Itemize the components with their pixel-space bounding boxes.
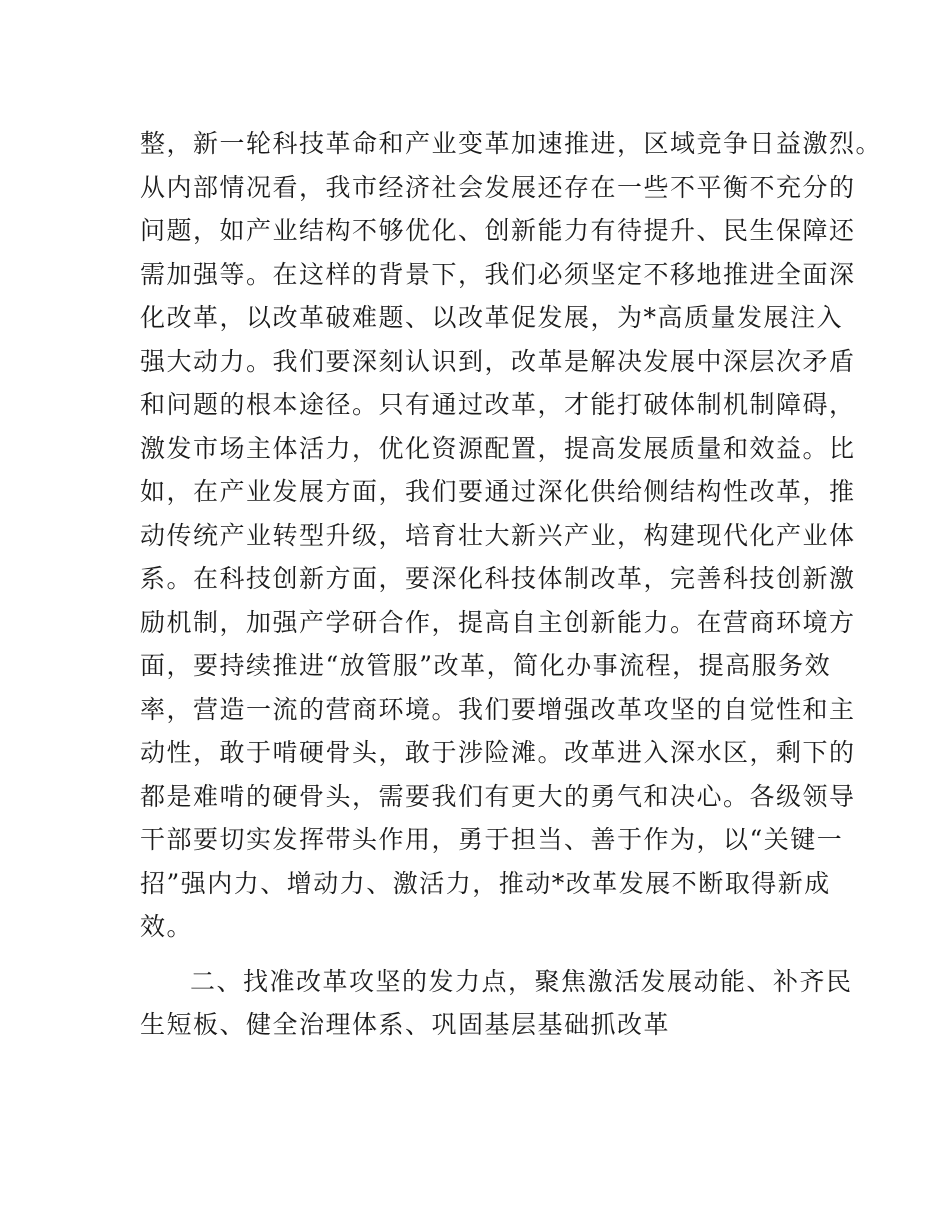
section-heading [140,960,853,1047]
paragraph-line: 动性，敢于啃硬骨头，敢于涉险滩。改革进入深水区，剩下的 [140,738,856,767]
paragraph-line: 问题，如产业结构不够优化、创新能力有待提升、民生保障还 [140,216,856,245]
paragraph-line: 如，在产业发展方面，我们要通过深化供给侧结构性改革，推 [140,477,856,506]
paragraph-line: 招”强内力、增动力、激活力，推动*改革发展不断取得新成 [140,868,831,898]
paragraph-line: 从内部情况看，我市经济社会发展还存在一些不平衡不充分的 [140,172,856,202]
heading-line: 生短板、健全治理体系、巩固基层基础抓改革 [140,1010,671,1039]
paragraph-line: 激发市场主体活力，优化资源配置，提高发展质量和效益。比 [140,433,856,463]
document-body [140,122,883,1047]
paragraph-line: 效。 [140,912,194,941]
paragraph-line: 干部要切实发挥带头作用，勇于担当、善于作为，以“关键一 [140,825,844,854]
paragraph-spacer [140,949,815,960]
paragraph-line: 和问题的根本途径。只有通过改革，才能打破体制机制障碍， [140,390,856,419]
paragraph-line: 强大动力。我们要深刻认识到，改革是解决发展中深层次矛盾 [140,346,856,376]
paragraph-line: 率，营造一流的营商环境。我们要增强改革攻坚的自觉性和主 [140,694,856,724]
paragraph-line: 动传统产业转型升级，培育壮大新兴产业，构建现代化产业体 [140,520,856,550]
paragraph-line: 面，要持续推进“放管服”改革，简化办事流程，提高服务效 [140,651,832,680]
paragraph-line: 整，新一轮科技革命和产业变革加速推进，区域竞争日益激烈。 [140,129,883,158]
heading-line: 二、找准改革攻坚的发力点，聚焦激活发展动能、补齐民 [190,966,853,996]
body-paragraph [140,122,883,949]
paragraph-line: 系。在科技创新方面，要深化科技体制改革，完善科技创新激 [140,564,856,593]
paragraph-line: 励机制，加强产学研合作，提高自主创新能力。在营商环境方 [140,607,856,637]
paragraph-line: 化改革，以改革破难题、以改革促发展，为*高质量发展注入 [140,303,844,332]
paragraph-line: 都是难啃的硬骨头，需要我们有更大的勇气和决心。各级领导 [140,781,856,811]
paragraph-line: 需加强等。在这样的背景下，我们必须坚定不移地推进全面深 [140,259,856,289]
